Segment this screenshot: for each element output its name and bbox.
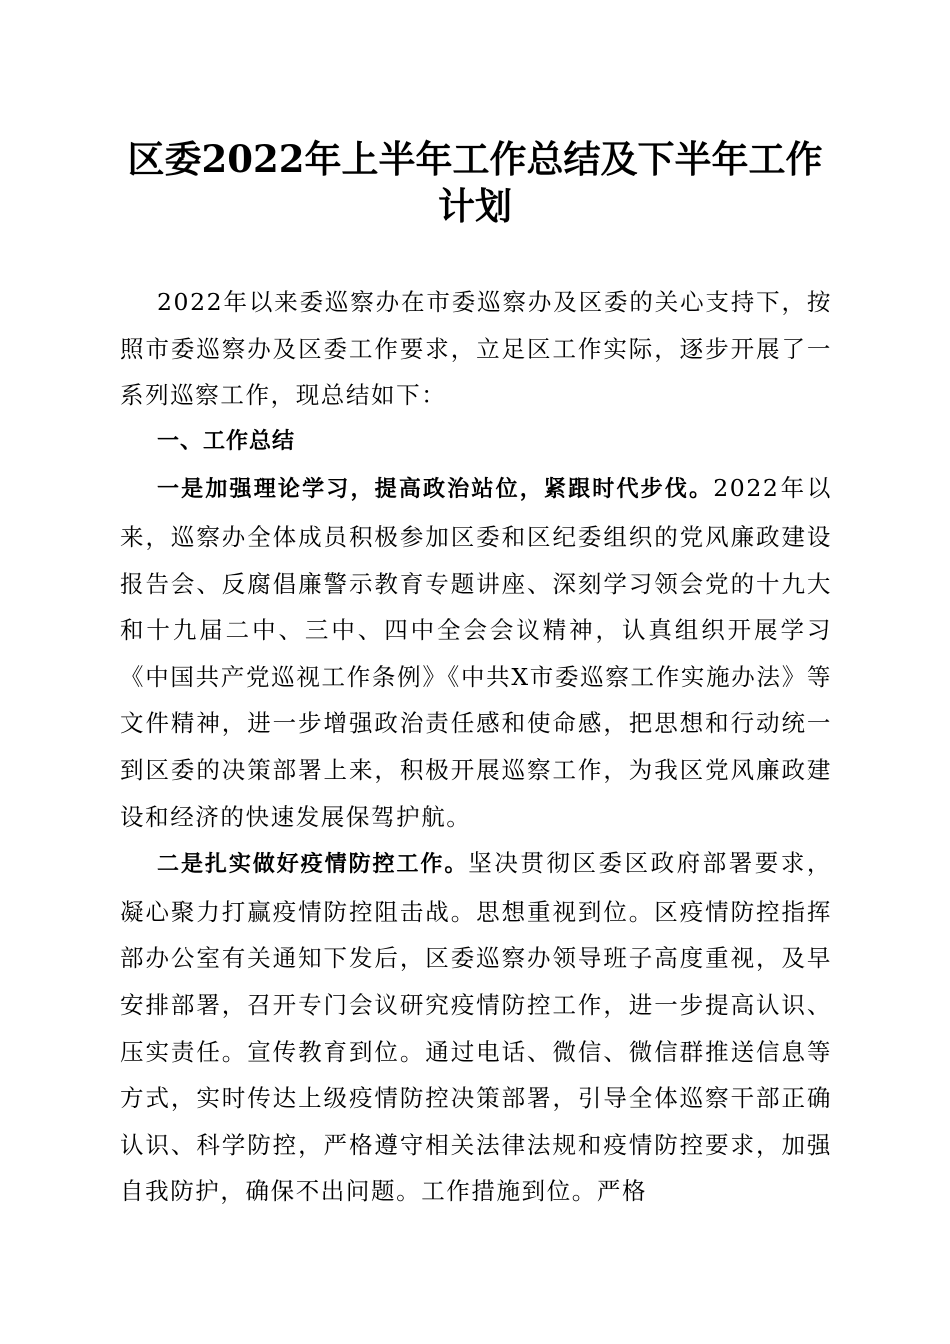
document-body [120, 279, 832, 1215]
section-heading-work-summary: 一、工作总结 [157, 428, 296, 454]
item-1-paragraph [120, 465, 832, 840]
intro-paragraph: 2022年以来委巡察办在市委巡察办及区委的关心支持下，按照市委巡察办及区委工作要求，立足区工作实际，逐步开展了一系列巡察工作，现总结如下： [120, 288, 832, 410]
item-2-lead: 二是扎实做好疫情防控工作。 [157, 852, 469, 878]
document-title: 区委2022年上半年工作总结及下半年工作计划 [127, 137, 823, 228]
item-2-text: 坚决贯彻区委区政府部署要求，凝心聚力打赢疫情防控阻击战。思想重视到位。区疫情防控指挥部办公室有关通知下发后，区委巡察办领导班子高度重视，及早安排部署，召开专门会议研究疫情防控工作，进一步提高认识、压实责任。宣传教育到位。通过电话、微信、微信群推送信息等方式，实时传达上级疫情防控决策部署，引导全体巡察干部正确认识、科学防控，严格遵守相关法律法规和疫情防控要求，加强自我防护，确保不出问题。工作措施到位。严格 [120, 849, 832, 1206]
item-1-text: 2022年以来，巡察办全体成员积极参加区委和区纪委组织的党风廉政建设报告会、反腐倡廉警示教育专题讲座、深刻学习领会党的十九大和十九届二中、三中、四中全会会议精神，认真组织开展学习《中国共产党巡视工作条例》《中共X市委巡察工作实施办法》等文件精神，进一步增强政治责任感和使命感，把思想和行动统一到区委的决策部署上来，积极开展巡察工作，为我区党风廉政建设和经济的快速发展保驾护航。 [120, 474, 832, 831]
item-2-paragraph [120, 840, 832, 1215]
item-1-lead: 一是加强理论学习，提高政治站位，紧跟时代步伐。 [157, 477, 714, 503]
